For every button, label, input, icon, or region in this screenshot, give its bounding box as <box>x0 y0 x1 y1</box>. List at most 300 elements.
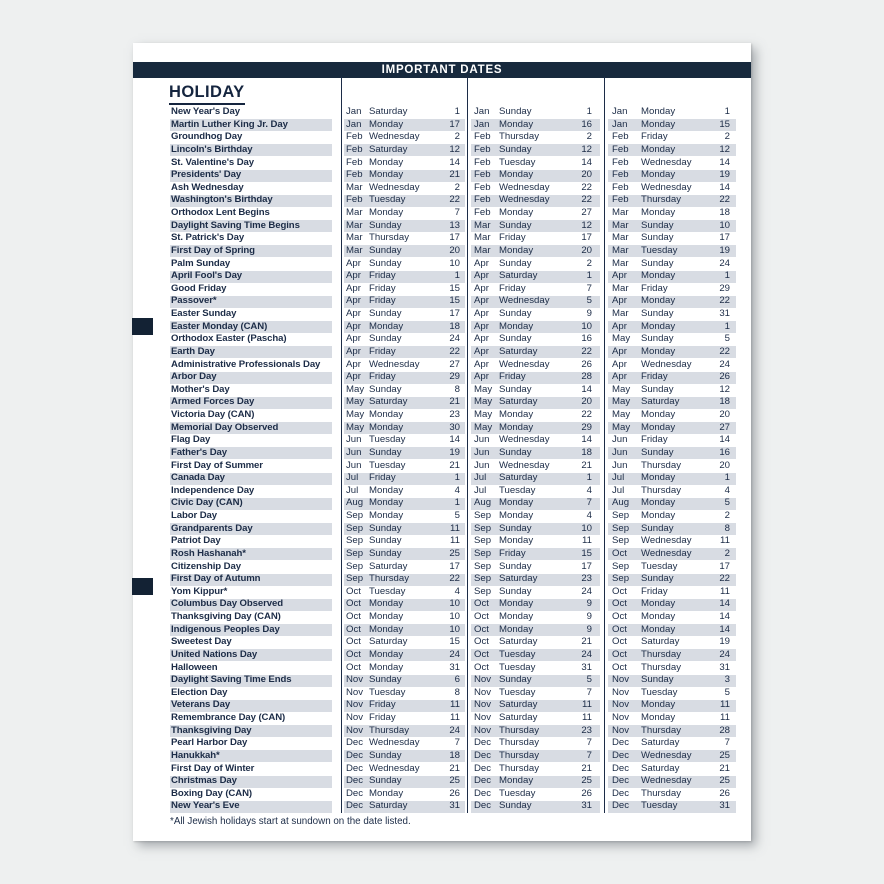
month-col3: Feb <box>612 156 629 168</box>
month-col2: Apr <box>474 345 489 357</box>
weekday-col1: Sunday <box>369 749 402 761</box>
weekday-col2: Monday <box>499 775 534 787</box>
date-col2: 11 <box>582 535 592 547</box>
table-row <box>133 725 751 738</box>
month-col2: Jul <box>474 484 487 496</box>
weekday-col3: Monday <box>641 143 676 155</box>
date-col1: 5 <box>454 510 460 521</box>
table-row <box>133 396 751 409</box>
date-col3: 5 <box>724 497 730 509</box>
month-col2: Aug <box>474 497 492 509</box>
month-col1: Oct <box>346 648 361 660</box>
table-row <box>133 270 751 283</box>
month-col1: Nov <box>346 674 364 686</box>
weekday-col1: Monday <box>369 409 404 420</box>
table-row <box>133 144 751 157</box>
month-col1: Jun <box>346 434 362 446</box>
month-col1: Sep <box>346 535 364 547</box>
month-col2: Sep <box>474 560 492 572</box>
month-col1: Dec <box>346 800 364 812</box>
table-row <box>133 497 751 510</box>
weekday-col3: Wednesday <box>641 547 692 559</box>
table-row <box>133 485 751 498</box>
date-col2: 1 <box>586 106 592 117</box>
weekday-col1: Sunday <box>369 383 402 395</box>
month-col3: Oct <box>612 585 627 597</box>
date-col3: 19 <box>719 636 730 648</box>
date-col2: 22 <box>581 194 592 206</box>
date-col2: 7 <box>586 282 592 294</box>
weekday-col2: Monday <box>499 244 534 256</box>
month-col2: Feb <box>474 143 491 155</box>
holiday-name: Independence Day <box>171 484 255 496</box>
weekday-col1: Friday <box>369 699 396 711</box>
weekday-col2: Monday <box>499 598 534 610</box>
month-col3: Mar <box>612 282 629 294</box>
weekday-col2: Saturday <box>499 396 538 408</box>
month-col3: Apr <box>612 320 627 332</box>
month-col1: Apr <box>346 333 361 345</box>
table-row <box>133 106 751 119</box>
weekday-col3: Saturday <box>641 737 680 749</box>
weekday-col1: Monday <box>369 510 404 521</box>
weekday-col2: Monday <box>499 409 534 420</box>
date-col3: 31 <box>719 800 730 812</box>
weekday-col2: Monday <box>499 421 534 433</box>
date-col3: 22 <box>719 295 730 307</box>
date-col1: 21 <box>449 396 460 408</box>
month-col1: Mar <box>346 232 363 244</box>
date-col1: 1 <box>454 106 460 117</box>
month-col2: Jul <box>474 472 487 484</box>
table-row <box>133 788 751 801</box>
weekday-col2: Sunday <box>499 257 532 269</box>
weekday-col1: Thursday <box>369 232 409 244</box>
date-col2: 16 <box>581 333 592 345</box>
date-col1: 10 <box>449 611 460 622</box>
date-col3: 31 <box>719 308 730 319</box>
month-col2: May <box>474 421 493 433</box>
date-col3: 18 <box>719 207 730 218</box>
holiday-name: Washington's Birthday <box>171 194 273 206</box>
month-col3: Sep <box>612 560 630 572</box>
holiday-name: Election Day <box>171 686 228 698</box>
date-col3: 2 <box>724 131 730 143</box>
weekday-col3: Monday <box>641 497 676 509</box>
month-col2: Nov <box>474 712 492 723</box>
weekday-col2: Friday <box>499 547 526 559</box>
month-col3: Nov <box>612 712 630 723</box>
month-col1: Apr <box>346 257 361 269</box>
weekday-col3: Monday <box>641 421 676 433</box>
month-col3: Jan <box>612 118 628 130</box>
weekday-col2: Sunday <box>499 383 532 395</box>
date-col3: 8 <box>724 522 730 534</box>
weekday-col2: Thursday <box>499 737 539 749</box>
month-col2: Apr <box>474 308 489 319</box>
month-col2: Mar <box>474 232 491 244</box>
weekday-col2: Saturday <box>499 345 538 357</box>
weekday-col3: Friday <box>641 434 668 446</box>
month-col2: Apr <box>474 358 489 370</box>
table-row <box>133 548 751 561</box>
weekday-col3: Monday <box>641 623 676 635</box>
weekday-col3: Sunday <box>641 257 674 269</box>
important-dates-header-bar <box>133 62 751 78</box>
date-col2: 20 <box>581 244 592 256</box>
holiday-name: Administrative Professionals Day <box>171 358 321 370</box>
holiday-name: First Day of Autumn <box>171 573 261 585</box>
month-col3: Jun <box>612 434 628 446</box>
date-col2: 31 <box>581 661 592 673</box>
table-row <box>133 763 751 776</box>
holiday-name: Memorial Day Observed <box>171 421 279 433</box>
month-col2: Apr <box>474 295 489 307</box>
holiday-name: First Day of Winter <box>171 762 255 774</box>
date-col2: 25 <box>581 775 592 787</box>
weekday-col2: Tuesday <box>499 156 536 168</box>
table-row <box>133 674 751 687</box>
weekday-col2: Friday <box>499 232 526 244</box>
month-col2: Apr <box>474 270 489 282</box>
weekday-col2: Sunday <box>499 522 532 534</box>
weekday-col1: Monday <box>369 598 404 610</box>
holiday-name: Boxing Day (CAN) <box>171 787 253 799</box>
table-row <box>133 194 751 207</box>
month-col3: Feb <box>612 181 629 193</box>
date-col1: 4 <box>454 484 460 496</box>
holiday-name: Mother's Day <box>171 383 230 395</box>
month-col2: Apr <box>474 371 489 383</box>
holiday-name: Groundhog Day <box>171 131 243 143</box>
month-col3: Jul <box>612 484 625 496</box>
weekday-col2: Thursday <box>499 131 539 143</box>
month-col1: May <box>346 421 365 433</box>
weekday-col3: Wednesday <box>641 775 692 787</box>
holiday-name: Rosh Hashanah* <box>171 547 246 559</box>
weekday-col1: Friday <box>369 345 396 357</box>
table-row <box>133 561 751 574</box>
date-col1: 12 <box>449 143 460 155</box>
date-col2: 12 <box>581 143 592 155</box>
important-dates-title: IMPORTANT DATES <box>381 64 503 76</box>
date-col1: 15 <box>449 295 460 307</box>
month-col1: Jun <box>346 459 362 471</box>
month-col2: Nov <box>474 699 492 711</box>
date-col2: 5 <box>586 295 592 307</box>
weekday-col3: Friday <box>641 282 668 294</box>
holiday-name: Hanukkah* <box>171 749 220 761</box>
weekday-col2: Saturday <box>499 270 538 282</box>
month-col1: Mar <box>346 181 363 193</box>
date-col3: 24 <box>719 648 730 660</box>
date-col1: 11 <box>450 712 460 723</box>
month-col3: Nov <box>612 699 630 711</box>
weekday-col1: Monday <box>369 661 404 673</box>
month-col2: Dec <box>474 749 492 761</box>
month-col3: Sep <box>612 510 630 521</box>
month-col1: Dec <box>346 749 364 761</box>
weekday-col1: Monday <box>369 118 404 130</box>
date-col1: 14 <box>449 156 460 168</box>
month-col2: Sep <box>474 573 492 585</box>
month-col3: Jul <box>612 472 625 484</box>
date-col2: 29 <box>581 421 592 433</box>
weekday-col2: Tuesday <box>499 686 536 698</box>
date-col3: 1 <box>724 106 730 117</box>
holiday-name: St. Valentine's Day <box>171 156 255 168</box>
date-col3: 7 <box>724 737 730 749</box>
weekday-col3: Thursday <box>641 661 681 673</box>
month-col1: Sep <box>346 510 364 521</box>
weekday-col3: Monday <box>641 598 676 610</box>
month-col3: Oct <box>612 623 627 635</box>
table-row <box>133 775 751 788</box>
weekday-col2: Monday <box>499 623 534 635</box>
weekday-col1: Monday <box>369 169 404 181</box>
month-col2: Oct <box>474 648 489 660</box>
date-col2: 9 <box>586 598 592 610</box>
month-col3: Nov <box>612 674 630 686</box>
weekday-col2: Sunday <box>499 800 532 812</box>
month-col2: Jun <box>474 434 490 446</box>
date-col1: 18 <box>449 320 460 332</box>
weekday-col3: Thursday <box>641 724 681 736</box>
weekday-col3: Monday <box>641 409 676 420</box>
date-col1: 17 <box>449 118 460 130</box>
month-col3: Feb <box>612 194 629 206</box>
date-col2: 2 <box>586 131 592 143</box>
weekday-col2: Tuesday <box>499 787 536 799</box>
weekday-col2: Saturday <box>499 573 538 585</box>
holiday-name: Remembrance Day (CAN) <box>171 712 286 723</box>
weekday-col2: Friday <box>499 282 526 294</box>
holiday-name: First Day of Spring <box>171 244 255 256</box>
weekday-col2: Wednesday <box>499 295 550 307</box>
date-col2: 9 <box>586 611 592 622</box>
weekday-col1: Friday <box>369 270 396 282</box>
weekday-col3: Monday <box>641 118 676 130</box>
date-col1: 8 <box>454 686 460 698</box>
table-row <box>133 258 751 271</box>
month-col1: Feb <box>346 143 363 155</box>
month-col2: Dec <box>474 737 492 749</box>
weekday-col3: Monday <box>641 611 676 622</box>
date-col3: 27 <box>719 421 730 433</box>
month-col3: Sep <box>612 535 630 547</box>
month-col1: Jul <box>346 472 359 484</box>
date-col1: 29 <box>449 371 460 383</box>
month-col2: Nov <box>474 686 492 698</box>
month-col1: Jul <box>346 484 359 496</box>
month-col1: Feb <box>346 131 363 143</box>
date-col3: 21 <box>719 762 730 774</box>
weekday-col2: Sunday <box>499 143 532 155</box>
table-row <box>133 321 751 334</box>
weekday-col2: Sunday <box>499 333 532 345</box>
month-col1: Jan <box>346 118 362 130</box>
holiday-name: Armed Forces Day <box>171 396 255 408</box>
date-col3: 31 <box>719 661 730 673</box>
holiday-name: Arbor Day <box>171 371 217 383</box>
weekday-col2: Wednesday <box>499 194 550 206</box>
month-col2: Feb <box>474 156 491 168</box>
weekday-col1: Friday <box>369 295 396 307</box>
table-row <box>133 586 751 599</box>
weekday-col1: Monday <box>369 497 404 509</box>
month-col1: Mar <box>346 244 363 256</box>
date-col3: 28 <box>719 724 730 736</box>
date-col3: 19 <box>719 169 730 181</box>
weekday-col3: Sunday <box>641 232 674 244</box>
weekday-col3: Monday <box>641 270 676 282</box>
weekday-col1: Sunday <box>369 219 402 231</box>
weekday-col3: Thursday <box>641 194 681 206</box>
date-col3: 2 <box>724 547 730 559</box>
date-col1: 1 <box>454 497 460 509</box>
date-col2: 22 <box>581 409 592 420</box>
month-col1: Nov <box>346 686 364 698</box>
month-col1: Nov <box>346 699 364 711</box>
weekday-col2: Thursday <box>499 762 539 774</box>
date-col1: 8 <box>454 383 460 395</box>
month-col2: Sep <box>474 535 492 547</box>
month-col3: Oct <box>612 661 627 673</box>
date-col2: 24 <box>581 648 592 660</box>
month-col2: Dec <box>474 762 492 774</box>
month-col3: Mar <box>612 308 629 319</box>
date-col2: 7 <box>586 497 592 509</box>
holiday-name: Daylight Saving Time Ends <box>171 674 292 686</box>
weekday-col1: Saturday <box>369 636 408 648</box>
weekday-col1: Tuesday <box>369 585 406 597</box>
weekday-col1: Sunday <box>369 333 402 345</box>
month-col2: Oct <box>474 611 489 622</box>
weekday-col1: Wednesday <box>369 762 420 774</box>
month-col2: Oct <box>474 598 489 610</box>
table-row <box>133 472 751 485</box>
date-col3: 18 <box>719 396 730 408</box>
weekday-col2: Monday <box>499 320 534 332</box>
table-row <box>133 737 751 750</box>
month-col3: Dec <box>612 749 630 761</box>
month-col2: Dec <box>474 800 492 812</box>
weekday-col3: Wednesday <box>641 535 692 547</box>
weekday-col3: Friday <box>641 371 668 383</box>
table-row <box>133 800 751 813</box>
weekday-col1: Thursday <box>369 573 409 585</box>
date-col2: 5 <box>586 674 592 686</box>
date-col3: 10 <box>719 219 730 231</box>
holiday-name: Halloween <box>171 661 218 673</box>
weekday-col2: Thursday <box>499 749 539 761</box>
weekday-col1: Saturday <box>369 143 408 155</box>
weekday-col1: Sunday <box>369 308 402 319</box>
weekday-col3: Monday <box>641 472 676 484</box>
weekday-col2: Sunday <box>499 308 532 319</box>
date-col3: 12 <box>719 383 730 395</box>
date-col3: 20 <box>719 459 730 471</box>
weekday-col3: Wednesday <box>641 181 692 193</box>
holiday-name: Thanksgiving Day <box>171 724 252 736</box>
month-col1: Dec <box>346 762 364 774</box>
weekday-col3: Thursday <box>641 648 681 660</box>
date-col3: 12 <box>719 143 730 155</box>
weekday-col3: Monday <box>641 510 676 521</box>
weekday-col1: Sunday <box>369 522 402 534</box>
date-col1: 15 <box>449 282 460 294</box>
holiday-name: Orthodox Easter (Pascha) <box>171 333 287 345</box>
date-col1: 26 <box>449 787 460 799</box>
date-col2: 21 <box>581 762 592 774</box>
date-col3: 29 <box>719 282 730 294</box>
table-row <box>133 346 751 359</box>
month-col3: Oct <box>612 547 627 559</box>
date-col1: 10 <box>449 598 460 610</box>
weekday-col1: Monday <box>369 611 404 622</box>
weekday-col2: Monday <box>499 207 534 218</box>
date-col1: 31 <box>449 661 460 673</box>
month-col3: Mar <box>612 207 629 218</box>
weekday-col1: Sunday <box>369 674 402 686</box>
month-col1: Apr <box>346 282 361 294</box>
table-row <box>133 712 751 725</box>
table-row <box>133 624 751 637</box>
weekday-col2: Monday <box>499 497 534 509</box>
holiday-name: United Nations Day <box>171 648 258 660</box>
date-col3: 4 <box>724 484 730 496</box>
month-col3: Oct <box>612 611 627 622</box>
month-col1: Sep <box>346 547 364 559</box>
weekday-col3: Saturday <box>641 636 680 648</box>
date-col2: 7 <box>586 749 592 761</box>
holiday-name: Columbus Day Observed <box>171 598 283 610</box>
holiday-name: Palm Sunday <box>171 257 231 269</box>
weekday-col3: Wednesday <box>641 749 692 761</box>
weekday-col2: Saturday <box>499 636 538 648</box>
date-col3: 14 <box>719 181 730 193</box>
weekday-col3: Sunday <box>641 446 674 458</box>
month-col2: Feb <box>474 169 491 181</box>
date-col3: 22 <box>719 194 730 206</box>
date-col1: 11 <box>450 522 460 534</box>
date-col1: 22 <box>449 194 460 206</box>
date-col1: 1 <box>454 270 460 282</box>
holiday-name: Grandparents Day <box>171 522 253 534</box>
date-col2: 10 <box>581 320 592 332</box>
table-row <box>133 636 751 649</box>
holiday-table <box>133 106 751 813</box>
weekday-col1: Monday <box>369 156 404 168</box>
date-col1: 18 <box>449 749 460 761</box>
month-col3: Oct <box>612 648 627 660</box>
date-col3: 5 <box>724 333 730 345</box>
month-col3: May <box>612 409 631 420</box>
table-row <box>133 662 751 675</box>
month-col2: Apr <box>474 320 489 332</box>
month-col2: Jan <box>474 118 490 130</box>
date-col1: 15 <box>449 636 460 648</box>
date-col1: 21 <box>449 459 460 471</box>
date-col1: 4 <box>454 585 460 597</box>
month-col2: Oct <box>474 636 489 648</box>
weekday-col2: Wednesday <box>499 181 550 193</box>
weekday-col1: Saturday <box>369 800 408 812</box>
date-col2: 23 <box>581 724 592 736</box>
month-col1: Dec <box>346 775 364 787</box>
date-col1: 24 <box>449 724 460 736</box>
table-row <box>133 598 751 611</box>
